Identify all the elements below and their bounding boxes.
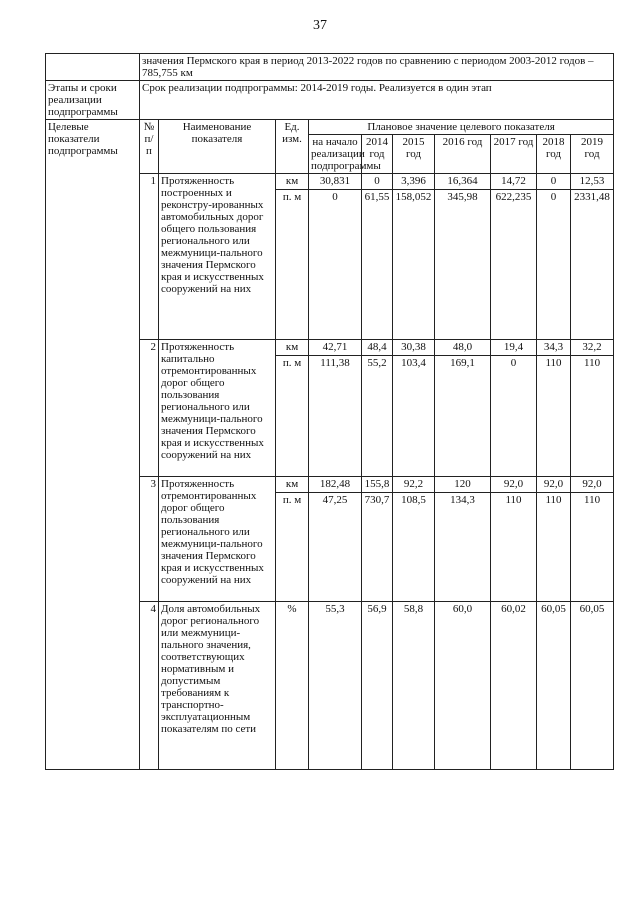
indicator-name: Протяженность капитально отремонтированных дорог общего пользования регионального или межмуници-пального значения Пермского края и искусственных сооружений на них [159,340,276,477]
year-value: 110 [537,493,571,602]
year-value: 19,4 [491,340,537,356]
start-value: 47,25 [309,493,362,602]
year-value: 61,55 [362,190,393,340]
year-value: 92,2 [393,477,435,493]
year-value: 345,98 [435,190,491,340]
year-value: 55,2 [362,356,393,477]
stages-row [46,81,614,120]
year-value: 110 [571,356,614,477]
year-value: 0 [362,174,393,190]
unit-cell: % [276,602,309,770]
year-value: 120 [435,477,491,493]
start-value: 30,831 [309,174,362,190]
continuation-row [46,54,614,81]
year-value: 622,235 [491,190,537,340]
year-value: 30,38 [393,340,435,356]
year-value: 730,7 [362,493,393,602]
stages-text: Срок реализации подпрограммы: 2014-2019 годы. Реализуется в один этап [140,81,614,120]
year-value: 110 [537,356,571,477]
year-value: 14,72 [491,174,537,190]
unit-cell: км [276,477,309,493]
year-value: 12,53 [571,174,614,190]
row-number: 4 [140,602,159,770]
col-year-header: 2018 год [537,135,571,174]
unit-cell: п. м [276,190,309,340]
start-value: 182,48 [309,477,362,493]
row-number: 2 [140,340,159,477]
unit-cell: км [276,174,309,190]
start-value: 55,3 [309,602,362,770]
indicator-name: Доля автомобильных дорог регионального или межмуници-пального значения, соответствующих нормативным и допустимым требованиям к транспортно-эксплуатационным показателям по сети [159,602,276,770]
col-plan-header: Плановое значение целевого показателя [309,120,614,135]
year-value: 169,1 [435,356,491,477]
start-value: 42,71 [309,340,362,356]
year-value: 108,5 [393,493,435,602]
stages-label: Этапы и сроки реализации подпрограммы [46,81,140,120]
year-value: 48,4 [362,340,393,356]
col-year-header: 2014 год [362,135,393,174]
year-value: 32,2 [571,340,614,356]
empty-label-cell [46,54,140,81]
year-value: 2331,48 [571,190,614,340]
year-value: 92,0 [491,477,537,493]
start-value: 111,38 [309,356,362,477]
col-year-header: 2016 год [435,135,491,174]
col-year-header: 2017 год [491,135,537,174]
col-year-header: 2015 год [393,135,435,174]
col-name-header: Наименование показателя [159,120,276,174]
year-value: 110 [571,493,614,602]
targets-header-row [46,120,614,135]
unit-cell: п. м [276,493,309,602]
year-value: 0 [537,174,571,190]
program-table [45,53,614,770]
year-value: 60,0 [435,602,491,770]
year-value: 92,0 [537,477,571,493]
year-value: 58,8 [393,602,435,770]
year-value: 134,3 [435,493,491,602]
year-value: 0 [491,356,537,477]
year-value: 16,364 [435,174,491,190]
year-value: 3,396 [393,174,435,190]
year-value: 56,9 [362,602,393,770]
continuation-text: значения Пермского края в период 2013-2022 годов по сравнению с периодом 2003-2012 годов – 785,755 км [140,54,614,81]
year-value: 0 [537,190,571,340]
year-value: 103,4 [393,356,435,477]
col-year-header: 2019 год [571,135,614,174]
unit-cell: км [276,340,309,356]
page-number: 37 [313,18,327,33]
row-number: 3 [140,477,159,602]
indicator-name: Протяженность построенных и реконстру-ированных автомобильных дорог общего пользования регионального или межмуници-пального значения Пермского края и искусственных сооружений на них [159,174,276,340]
year-value: 158,052 [393,190,435,340]
targets-label: Целевые показатели подпрограммы [46,120,140,770]
year-value: 110 [491,493,537,602]
year-value: 60,05 [537,602,571,770]
year-value: 60,05 [571,602,614,770]
unit-cell: п. м [276,356,309,477]
year-value: 48,0 [435,340,491,356]
indicator-name: Протяженность отремонтированных дорог общего пользования регионального или межмуници-пального значения Пермского края и искусственных сооружений на них [159,477,276,602]
year-value: 92,0 [571,477,614,493]
year-value: 60,02 [491,602,537,770]
col-start-header: на начало реализации подпрограммы [309,135,362,174]
year-value: 155,8 [362,477,393,493]
row-number: 1 [140,174,159,340]
col-num-header: № п/п [140,120,159,174]
start-value: 0 [309,190,362,340]
year-value: 34,3 [537,340,571,356]
col-unit-header: Ед. изм. [276,120,309,174]
